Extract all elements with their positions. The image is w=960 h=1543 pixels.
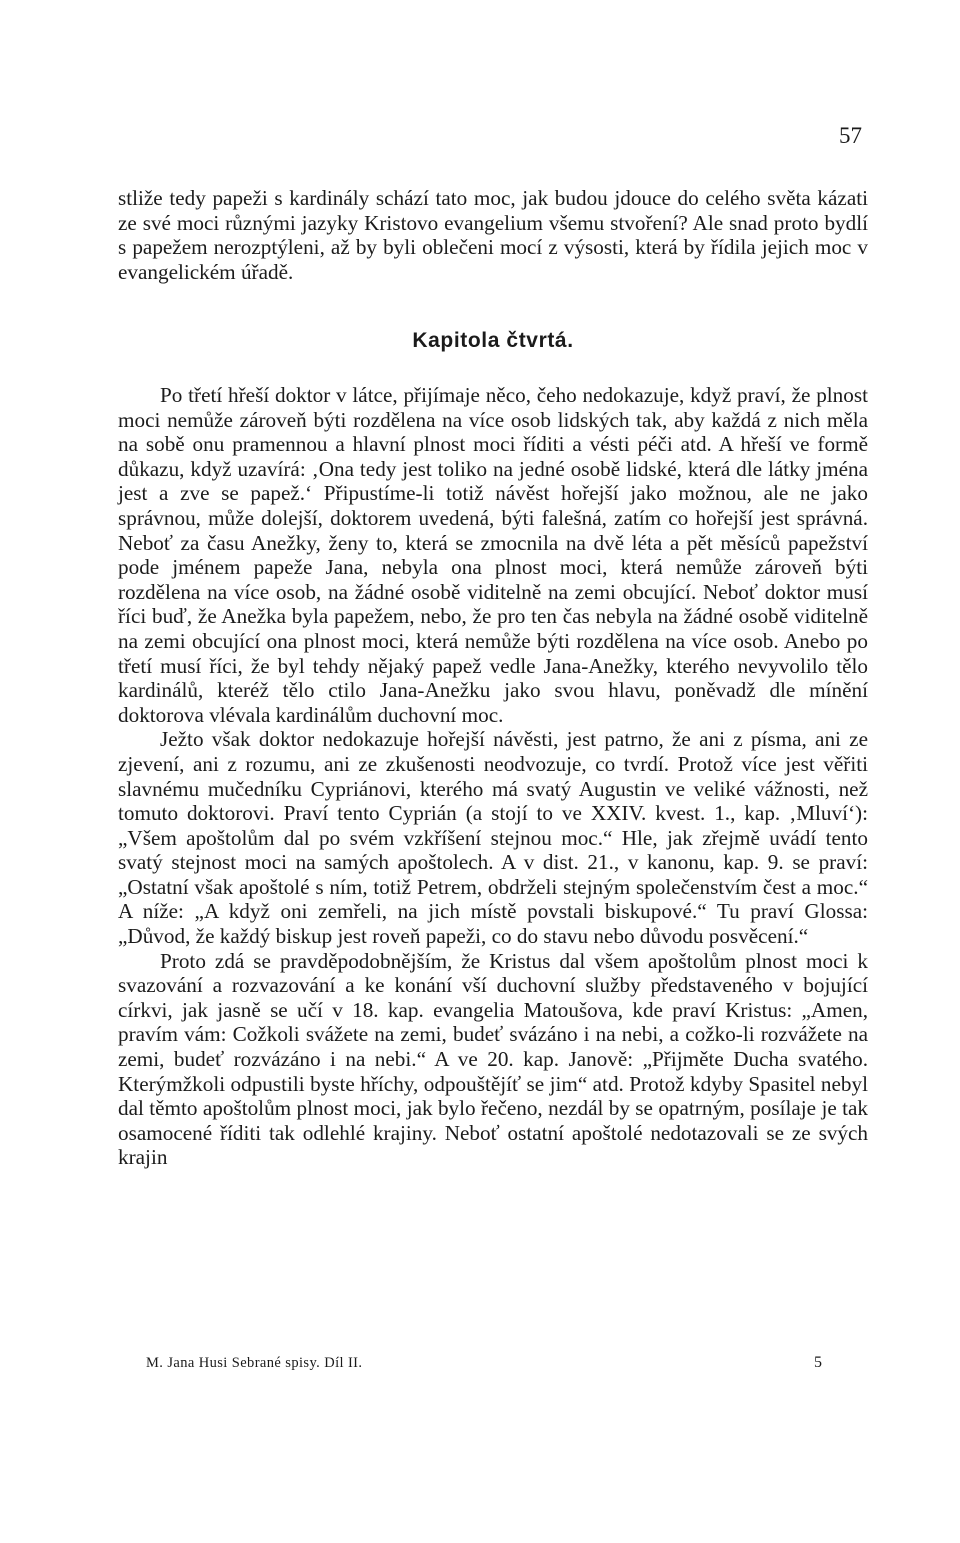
footer-book-title: M. Jana Husi Sebrané spisy. Díl II.	[146, 1355, 363, 1371]
body-paragraph: Ježto však doktor nedokazuje hořejší návěsti, jest patrno, že ani z písma, ani ze zjevení, ani z rozumu, ani ze zkušenosti neodvozuje, co tvrdí. Protož více jest věřiti slavnému mučedníku Cypriánovi, kterého má svatý Augustin ve veliké vážnosti, než tomuto doktorovi. Praví tento Cyprián (a stojí to ve XXIV. kvest. 1., kap. ‚Mluví‘): „Všem apoštolům dal po svém vzkříšení stejnou moc.“ Hle, jak zřejmě uvádí tento svatý stejnost moci na samých apoštolech. A v dist. 21., v kanonu, kap. 9. se praví: „Ostatní však apoštolé s ním, totiž Petrem, obdrželi stejným společenstvím čest a moc.“ A níže: „A když oni zemřeli, na jich místě povstali biskupové.“ Tu praví Glossa: „Důvod, že každý biskup jest roveň papeži, co do stavu nebo důvodu posvěcení.“	[118, 727, 868, 949]
body-paragraph: Po třetí hřeší doktor v látce, přijímaje něco, čeho nedokazuje, když praví, že plnost moci nemůže zároveň býti rozdělena na více osob lidských tak, aby každá z nich měla na sobě onu pramennou a hlavní plnost moci říditi a vésti péči atd. A hřeší ve formě důkazu, když uzavírá: ‚Ona tedy jest toliko na jedné osobě lidské, která dle látky jména jest a zve se papež.‘ Připustíme-li totiž návěst hořejší jako možnou, ale ne jako správnou, může dolejší, doktorem uvedená, býti falešná, zatím co hořejší jest správná. Neboť za času Anežky, ženy to, která se zmocnila na dvě léta a pět měsíců papežství pode jménem papeže Jana, nebyla ona plnost moci, která nemůže zároveň býti rozdělena na více osob, na žádné osobě viditelně na zemi obcující. Neboť doktor musí říci buď, že Anežka byla papežem, nebo, že pro ten čas nebyla na žádné osobě viditelně na zemi obcující ona plnost moci, která nemůže býti rozdělena na více osob. Anebo po třetí musí říci, že byl tehdy nějaký papež vedle Jana-Anežky, kterého nevyvolilo tělo kardinálů, kteréž tělo ctilo Jana-Anežku jako svou hlavu, poněvadž dle mínění doktorova vlévala kardinálům duchovní moc.	[118, 383, 868, 727]
chapter-body	[118, 383, 868, 1170]
chapter-heading: Kapitola čtvrtá.	[412, 329, 574, 352]
page-number: 57	[839, 123, 862, 148]
opening-paragraph: stliže tedy papeži s kardinály schází tato moc, jak budou jdouce do celého světa kázati ze své moci různými jazyky Kristovo evangelium všemu stvoření? Ale snad proto bydlí s papežem nerozptýleni, až by byli oblečeni mocí z výsosti, která by řídila jejich moc v evangelickém úřadě.	[118, 186, 868, 284]
footer-signature-mark: 5	[814, 1354, 822, 1371]
body-paragraph: Proto zdá se pravděpodobnějším, že Kristus dal všem apoštolům plnost moci k svazování a rozvazování a ke konání vší duchovní služby představeného v bojující církvi, jak jasně se učí v 18. kap. evangelia Matoušova, kde praví Kristus: „Amen, pravím vám: Cožkoli svážete na zemi, budeť svázáno i na nebi, a cožko-li rozvážete na zemi, budeť rozvázáno i na nebi.“ A ve 20. kap. Janově: „Přijměte Ducha svatého. Kterýmžkoli odpustili byste hříchy, odpouštějíť se jim“ atd. Protož kdyby Spasitel nebyl dal těmto apoštolům plnost moci, jak bylo řečeno, nezdál by se opatrným, posílaje je tak osamocené říditi tak odlehlé krajiny. Neboť ostatní apoštolé nedotazovali se ze svých krajin	[118, 948, 868, 1170]
